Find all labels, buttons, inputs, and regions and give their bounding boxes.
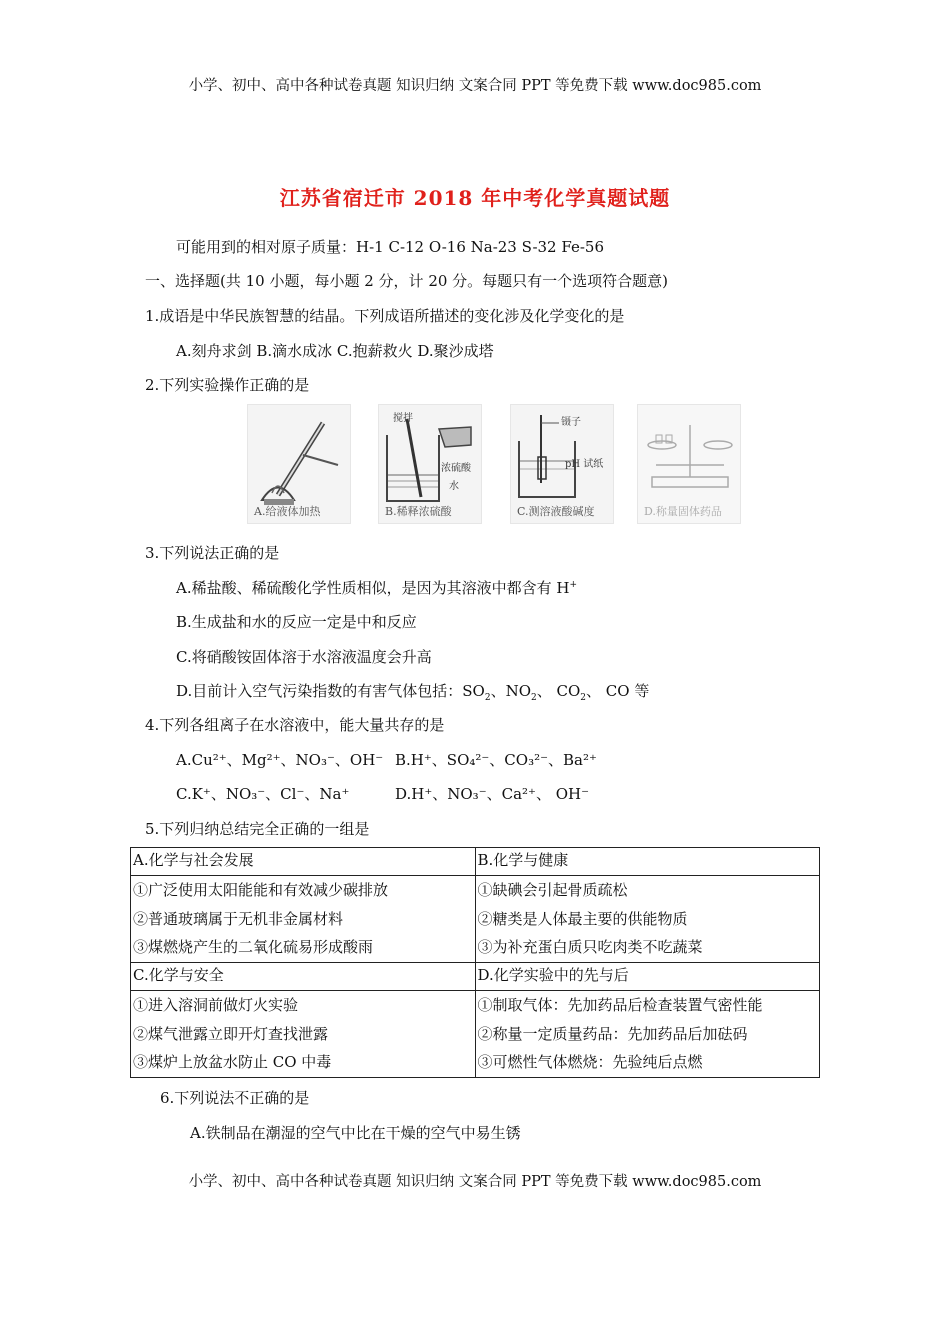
label-conc-acid: 浓硫酸 <box>441 463 471 474</box>
table-cell-b-head: B.化学与健康 <box>475 848 820 876</box>
q2-stem: 2.下列实验操作正确的是 <box>145 376 310 394</box>
figure-c-caption: C.测溶液酸碱度 <box>517 505 595 518</box>
figure-b-caption: B.稀释浓硫酸 <box>385 505 452 518</box>
figure-a-heating-liquid <box>247 404 351 524</box>
q3-stem: 3.下列说法正确的是 <box>145 544 280 562</box>
figure-b-diluting-acid <box>378 404 482 524</box>
q4-option-b: B.H⁺、SO₄²⁻、CO₃²⁻、Ba²⁺ <box>395 751 597 769</box>
label-tweezers: 镊子 <box>561 417 581 428</box>
q4-option-a: A.Cu²⁺、Mg²⁺、NO₃⁻、OH⁻ <box>176 751 384 769</box>
label-ph-paper: pH 试纸 <box>565 459 604 470</box>
table-cell-a-items <box>131 876 476 963</box>
page-header: 小学、初中、高中各种试卷真题 知识归纳 文案合同 PPT 等免费下载 www.doc985.com <box>188 78 762 94</box>
table-cell-d-head: D.化学实验中的先与后 <box>475 963 820 991</box>
q1-options: A.刻舟求剑 B.滴水成冰 C.抱薪救火 D.聚沙成塔 <box>176 342 494 360</box>
figure-a-caption: A.给液体加热 <box>254 505 321 518</box>
table-item: ②煤气泄露立即开灯查找泄露 <box>133 1024 329 1043</box>
q4-option-c: C.K⁺、NO₃⁻、Cl⁻、Na⁺ <box>176 785 350 803</box>
table-cell-c-items <box>131 991 476 1078</box>
q6-option-a: A.铁制品在潮湿的空气中比在干燥的空气中易生锈 <box>190 1124 521 1142</box>
q3-option-b: B.生成盐和水的反应一定是中和反应 <box>176 613 417 631</box>
section-heading: 一、选择题(共 10 小题，每小题 2 分，计 20 分。每题只有一个选项符合题意) <box>145 272 669 290</box>
table-item: ②普通玻璃属于无机非金属材料 <box>133 909 344 928</box>
figure-d-caption: D.称量固体药品 <box>644 505 722 518</box>
table-item: ③煤炉上放盆水防止 CO 中毒 <box>133 1053 332 1071</box>
q4-option-d: D.H⁺、NO₃⁻、Ca²⁺、 OH⁻ <box>395 785 590 803</box>
table-item: ①进入溶洞前做灯火实验 <box>133 996 299 1014</box>
q4-stem: 4.下列各组离子在水溶液中，能大量共存的是 <box>145 716 445 734</box>
table-item: ②糖类是人体最主要的供能物质 <box>477 909 688 928</box>
table-cell-b-items <box>475 876 820 963</box>
table-item: ③煤燃烧产生的二氧化硫易形成酸雨 <box>133 938 374 956</box>
page-title: 江苏省宿迁市 2018 年中考化学真题试题 <box>279 186 671 210</box>
page-footer: 小学、初中、高中各种试卷真题 知识归纳 文案合同 PPT 等免费下载 www.doc985.com <box>188 1174 762 1190</box>
table-item: ①缺碘会引起骨质疏松 <box>477 881 628 899</box>
table-item: ③可燃性气体燃烧：先验纯后点燃 <box>477 1053 703 1071</box>
label-stir: 搅拌 <box>393 413 413 424</box>
q5-table <box>130 847 820 1078</box>
table-cell-c-head: C.化学与安全 <box>131 963 476 991</box>
figure-d-weighing <box>637 404 741 524</box>
table-item: ①制取气体：先加药品后检查装置气密性能 <box>477 996 763 1014</box>
q3-option-a: A.稀盐酸、稀硫酸化学性质相似，是因为其溶液中都含有 H+ <box>176 579 577 597</box>
figure-c-ph-test <box>510 404 614 524</box>
q6-stem: 6.下列说法不正确的是 <box>160 1089 310 1107</box>
q3-option-c: C.将硝酸铵固体溶于水溶液温度会升高 <box>176 648 432 666</box>
table-cell-d-items <box>475 991 820 1078</box>
table-item: ②称量一定质量药品：先加药品后加砝码 <box>477 1024 748 1043</box>
table-cell-a-head: A.化学与社会发展 <box>131 848 476 876</box>
q1-stem: 1.成语是中华民族智慧的结晶。下列成语所描述的变化涉及化学变化的是 <box>145 307 625 325</box>
q3-option-d: D.目前计入空气污染指数的有害气体包括：$SO_2$、$NO_2$、 $CO_2$、 CO 等 <box>176 682 650 703</box>
label-water: 水 <box>449 481 459 492</box>
table-item: ①广泛使用太阳能能和有效减少碳排放 <box>133 881 389 899</box>
q5-stem: 5.下列归纳总结完全正确的一组是 <box>145 820 370 838</box>
atomic-mass-line: 可能用到的相对原子质量：H-1 C-12 O-16 Na-23 S-32 Fe-56 <box>176 238 604 256</box>
table-item: ③为补充蛋白质只吃肉类不吃蔬菜 <box>477 938 703 956</box>
